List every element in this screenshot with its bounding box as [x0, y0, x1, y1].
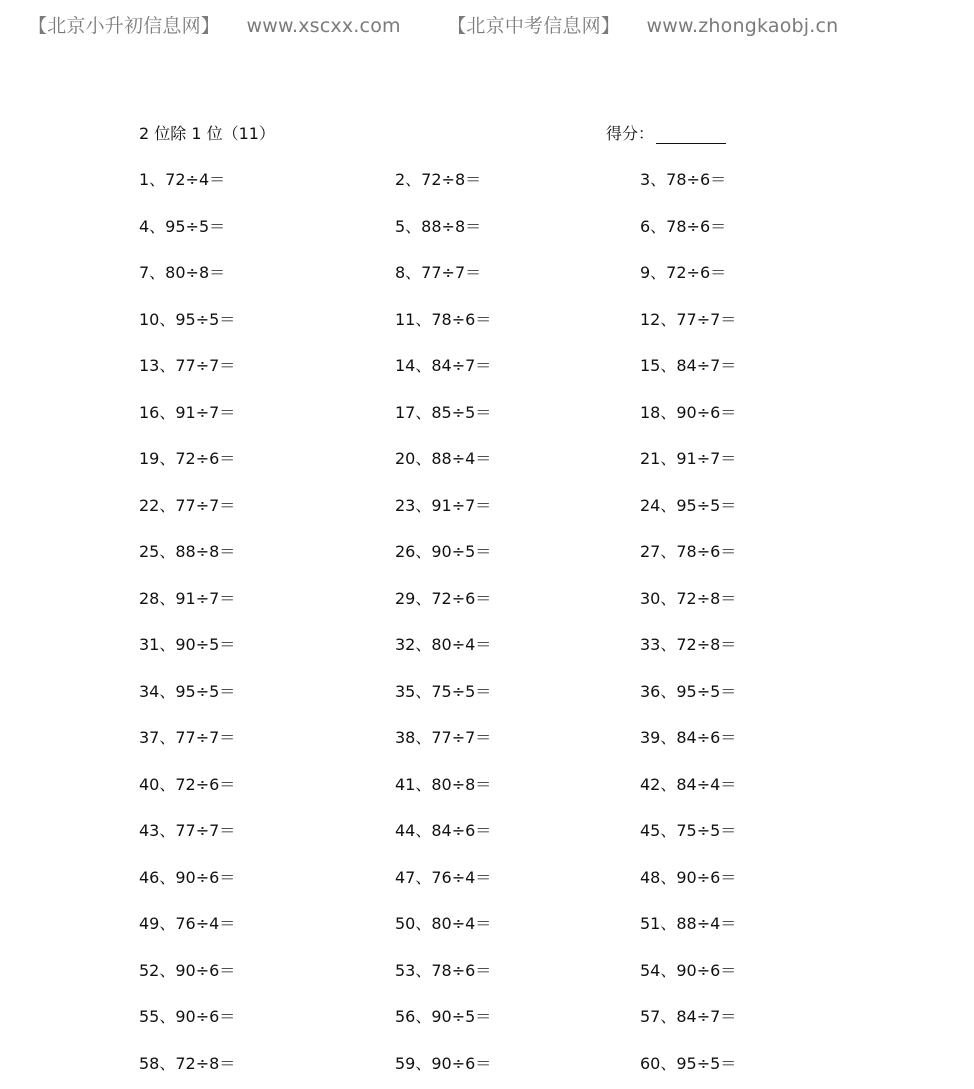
problem-item: 47、76÷4＝: [395, 868, 492, 887]
problem-item: 24、95÷5＝: [640, 496, 737, 515]
problem-item: 17、85÷5＝: [395, 403, 492, 422]
score-label: 得分：: [606, 124, 655, 143]
problem-item: 5、88÷8＝: [395, 217, 482, 236]
problem-item: 39、84÷6＝: [640, 728, 737, 747]
problem-item: 34、95÷5＝: [139, 682, 236, 701]
problem-item: 38、77÷7＝: [395, 728, 492, 747]
problem-item: 54、90÷6＝: [640, 961, 737, 980]
problem-item: 18、90÷6＝: [640, 403, 737, 422]
problem-item: 53、78÷6＝: [395, 961, 492, 980]
problem-item: 13、77÷7＝: [139, 356, 236, 375]
problem-item: 33、72÷8＝: [640, 635, 737, 654]
problem-item: 31、90÷5＝: [139, 635, 236, 654]
problem-item: 36、95÷5＝: [640, 682, 737, 701]
problem-item: 46、90÷6＝: [139, 868, 236, 887]
problem-item: 35、75÷5＝: [395, 682, 492, 701]
problem-item: 23、91÷7＝: [395, 496, 492, 515]
problem-item: 28、91÷7＝: [139, 589, 236, 608]
problem-item: 27、78÷6＝: [640, 542, 737, 561]
site1-name: 【北京小升初信息网】: [28, 15, 221, 37]
problem-item: 60、95÷5＝: [640, 1054, 737, 1073]
problem-item: 7、80÷8＝: [139, 263, 226, 282]
problem-item: 29、72÷6＝: [395, 589, 492, 608]
problem-item: 52、90÷6＝: [139, 961, 236, 980]
problem-item: 19、72÷6＝: [139, 449, 236, 468]
problem-item: 3、78÷6＝: [640, 170, 727, 189]
problem-item: 59、90÷6＝: [395, 1054, 492, 1073]
problem-item: 11、78÷6＝: [395, 310, 492, 329]
problem-item: 9、72÷6＝: [640, 263, 727, 282]
problem-item: 30、72÷8＝: [640, 589, 737, 608]
problem-item: 45、75÷5＝: [640, 821, 737, 840]
problem-item: 26、90÷5＝: [395, 542, 492, 561]
problem-item: 56、90÷5＝: [395, 1007, 492, 1026]
problem-item: 20、88÷4＝: [395, 449, 492, 468]
problem-item: 37、77÷7＝: [139, 728, 236, 747]
site1-url[interactable]: www.xscxx.com: [246, 15, 401, 37]
problem-item: 1、72÷4＝: [139, 170, 226, 189]
problem-item: 43、77÷7＝: [139, 821, 236, 840]
problem-item: 48、90÷6＝: [640, 868, 737, 887]
problem-item: 49、76÷4＝: [139, 914, 236, 933]
problem-item: 41、80÷8＝: [395, 775, 492, 794]
problem-item: 6、78÷6＝: [640, 217, 727, 236]
site2-name: 【北京中考信息网】: [447, 15, 621, 37]
problem-item: 16、91÷7＝: [139, 403, 236, 422]
problem-item: 50、80÷4＝: [395, 914, 492, 933]
problem-item: 15、84÷7＝: [640, 356, 737, 375]
site2-url[interactable]: www.zhongkaobj.cn: [646, 15, 839, 37]
worksheet-title: 2 位除 1 位（11）: [139, 124, 275, 143]
problem-item: 51、88÷4＝: [640, 914, 737, 933]
problem-item: 22、77÷7＝: [139, 496, 236, 515]
problem-item: 42、84÷4＝: [640, 775, 737, 794]
problem-item: 40、72÷6＝: [139, 775, 236, 794]
problem-item: 32、80÷4＝: [395, 635, 492, 654]
problem-item: 4、95÷5＝: [139, 217, 226, 236]
problem-item: 10、95÷5＝: [139, 310, 236, 329]
problem-item: 58、72÷8＝: [139, 1054, 236, 1073]
problem-item: 8、77÷7＝: [395, 263, 482, 282]
problem-item: 25、88÷8＝: [139, 542, 236, 561]
problem-item: 2、72÷8＝: [395, 170, 482, 189]
problem-item: 14、84÷7＝: [395, 356, 492, 375]
problem-item: 57、84÷7＝: [640, 1007, 737, 1026]
problem-item: 44、84÷6＝: [395, 821, 492, 840]
problem-item: 12、77÷7＝: [640, 310, 737, 329]
problem-item: 21、91÷7＝: [640, 449, 737, 468]
problem-item: 55、90÷6＝: [139, 1007, 236, 1026]
